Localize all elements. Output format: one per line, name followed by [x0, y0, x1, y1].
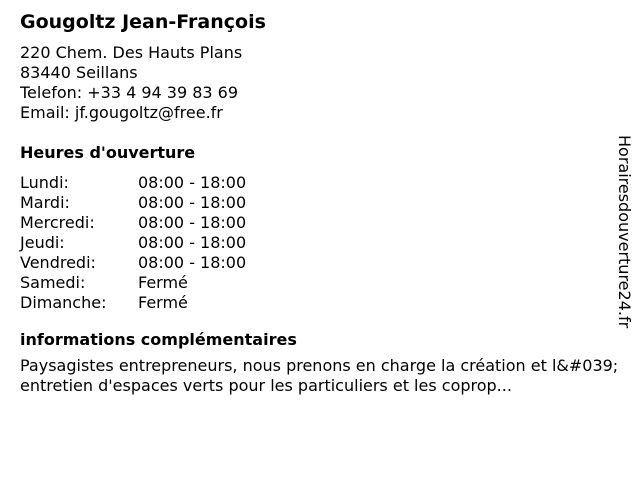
hours-day: Lundi: [20, 173, 69, 192]
hours-row [20, 253, 610, 273]
business-card [20, 10, 619, 396]
hours-day: Jeudi: [20, 233, 65, 252]
address-city: 83440 Seillans [20, 63, 138, 82]
hours-title: Heures d'ouverture [20, 143, 196, 162]
hours-time: Fermé [138, 273, 188, 292]
info-title: informations complémentaires [20, 330, 297, 349]
hours-row [20, 193, 610, 213]
email-line: Email: jf.gougoltz@free.fr [20, 103, 223, 122]
hours-table [20, 173, 610, 313]
hours-time: 08:00 - 18:00 [138, 173, 247, 192]
hours-row [20, 233, 610, 253]
hours-row [20, 173, 610, 193]
business-name: Gougoltz Jean-François [20, 11, 266, 33]
hours-day: Mardi: [20, 193, 70, 212]
site-brand-vertical: Horairesdouverture24.fr [615, 135, 634, 329]
hours-time: Fermé [138, 293, 188, 312]
address-street: 220 Chem. Des Hauts Plans [20, 43, 243, 62]
hours-time: 08:00 - 18:00 [138, 233, 247, 252]
phone-line: Telefon: +33 4 94 39 83 69 [20, 83, 239, 102]
contact-block [20, 43, 610, 123]
hours-day: Vendredi: [20, 253, 96, 272]
hours-time: 08:00 - 18:00 [138, 213, 247, 232]
hours-row [20, 293, 610, 313]
hours-day: Samedi: [20, 273, 86, 292]
info-description: Paysagistes entrepreneurs, nous prenons en charge la création et l&#039;entretien d'espaces verts pour les particuliers et les coprop... [20, 356, 619, 395]
hours-day: Dimanche: [20, 293, 107, 312]
hours-time: 08:00 - 18:00 [138, 193, 247, 212]
hours-row [20, 273, 610, 293]
hours-day: Mercredi: [20, 213, 95, 232]
hours-time: 08:00 - 18:00 [138, 253, 247, 272]
hours-row [20, 213, 610, 233]
